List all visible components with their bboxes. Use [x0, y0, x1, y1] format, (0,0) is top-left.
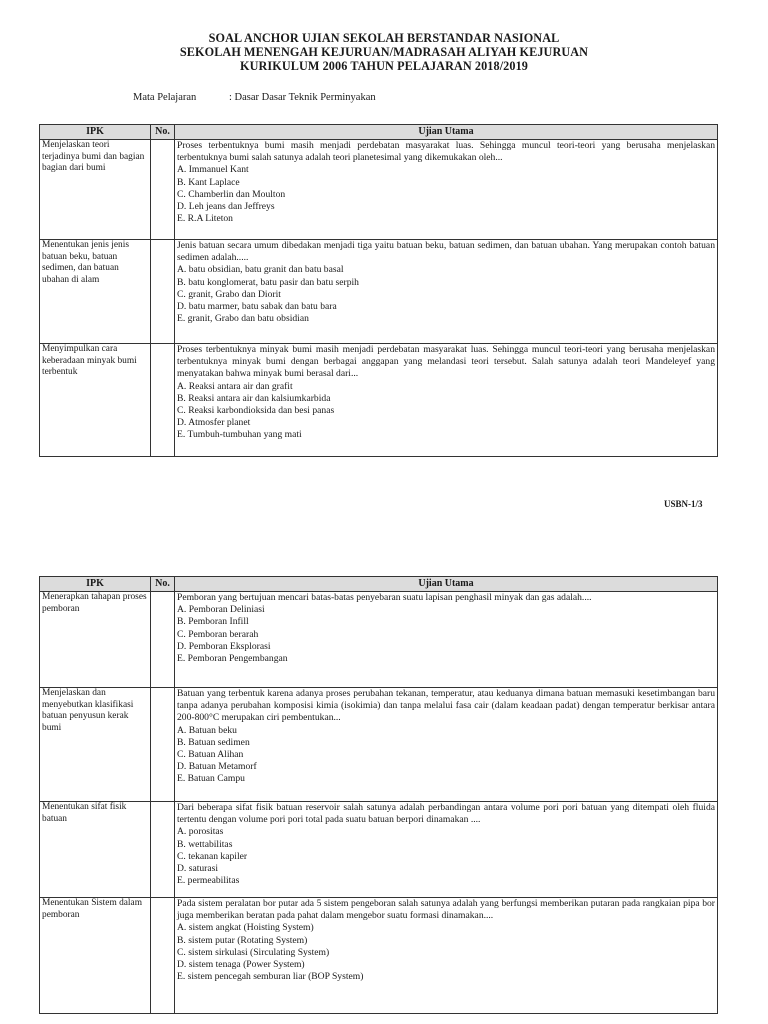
- question-cell: [175, 802, 718, 898]
- number-column-header: No.: [151, 125, 175, 140]
- question-text: Proses terbentuknya minyak bumi masih menjadi perdebatan masyarakat luas. Sehingga muncul teori-teori yang berusaha menjelaskan terbentuknya minyak bumi dengan berbagai anggapan yang melandasi teori tersebut. Salah satunya adalah teori Mandeleyef yang menyatakan bahwa minyak bumi berasal dari...: [177, 344, 715, 380]
- answer-option: A. Immanuel Kant: [177, 164, 249, 176]
- answer-option: E. Tumbuh-tumbuhan yang mati: [177, 429, 302, 441]
- question-text: Jenis batuan secara umum dibedakan menjadi tiga yaitu batuan beku, batuan sedimen, dan batuan ubahan. Yang merupakan contoh batuan sedimen adalah.....: [177, 240, 715, 264]
- answer-option: C. Batuan Alihan: [177, 749, 244, 761]
- question-column-header: Ujian Utama: [175, 577, 718, 592]
- answer-option: A. porositas: [177, 826, 224, 838]
- answer-option: C. Pemboran berarah: [177, 628, 259, 640]
- ipk-cell: Menjelaskan teori terjadinya bumi dan bagian bagian dari bumi: [40, 140, 151, 240]
- number-cell: [151, 240, 175, 344]
- header-title-line-2: SEKOLAH MENENGAH KEJURUAN/MADRASAH ALIYAH KEJURUAN: [179, 45, 589, 59]
- question-row: [40, 240, 718, 344]
- answer-option: C. sistem sirkulasi (Sirculating System): [177, 946, 330, 958]
- question-row: [40, 140, 718, 240]
- subject-value: : Dasar Dasar Teknik Perminyakan: [229, 92, 376, 103]
- ipk-cell: Menentukan sifat fisik batuan: [40, 802, 151, 898]
- ipk-cell: Menentukan jenis jenis batuan beku, batuan sedimen, dan batuan ubahan di alam: [40, 240, 151, 344]
- answer-option: D. Leh jeans dan Jeffreys: [177, 201, 275, 213]
- question-cell: [175, 688, 718, 802]
- number-cell: [151, 592, 175, 688]
- question-text: Proses terbentuknya bumi masih menjadi perdebatan masyarakat luas. Sehingga muncul teori-teori yang berusaha menjelaskan terbentuknya bumi salah satunya adalah teori planetesimal yang dikemukakan oleh...: [177, 140, 715, 164]
- answer-option: D. batu marmer, batu sabak dan batu bara: [177, 301, 337, 313]
- exam-table-page-1: [39, 124, 718, 457]
- answer-option: A. Batuan beku: [177, 724, 237, 736]
- ipk-cell: Menyimpulkan cara keberadaan minyak bumi terbentuk: [40, 344, 151, 457]
- answer-option: B. sistem putar (Rotating System): [177, 934, 308, 946]
- question-column-header: Ujian Utama: [175, 125, 718, 140]
- question-row: [40, 344, 718, 457]
- table-header-row: [40, 577, 718, 592]
- answer-option: B. Kant Laplace: [177, 176, 240, 188]
- question-row: [40, 898, 718, 1014]
- header-title-line-1: SOAL ANCHOR UJIAN SEKOLAH BERSTANDAR NASIONAL: [208, 31, 560, 45]
- question-text: Pada sistem peralatan bor putar ada 5 sistem pengeboran salah satunya adalah yang berfungsi memberikan putaran pada rangkaian pipa bor juga memberikan beratan pada pahat dalam mengebor suatu formasi dinamakan....: [177, 898, 715, 922]
- question-cell: [175, 592, 718, 688]
- answer-option: D. Atmosfer planet: [177, 417, 251, 429]
- answer-option: E. Batuan Campu: [177, 773, 245, 785]
- subject-label: Mata Pelajaran: [133, 92, 197, 103]
- answer-option: E. Pemboran Pengembangan: [177, 653, 288, 665]
- answer-option: B. wettabilitas: [177, 838, 233, 850]
- answer-option: A. Pemboran Deliniasi: [177, 604, 265, 616]
- subject-line: [133, 92, 376, 103]
- ipk-cell: Menerapkan tahapan proses pemboran: [40, 592, 151, 688]
- answer-option: D. Batuan Metamorf: [177, 761, 257, 773]
- answer-option: A. batu obsidian, batu granit dan batu basal: [177, 264, 344, 276]
- answer-option: B. Pemboran Infill: [177, 616, 249, 628]
- answer-option: C. granit, Grabo dan Diorit: [177, 288, 281, 300]
- ipk-cell: Menjelaskan dan menyebutkan klasifikasi batuan penyusun kerak bumi: [40, 688, 151, 802]
- header-title-line-3: KURIKULUM 2006 TAHUN PELAJARAN 2018/2019: [240, 59, 528, 73]
- answer-option: E. granit, Grabo dan batu obsidian: [177, 313, 309, 325]
- exam-table-page-2: [39, 576, 718, 1014]
- document-header: [0, 31, 768, 73]
- question-cell: [175, 240, 718, 344]
- question-text: Batuan yang terbentuk karena adanya proses perubahan tekanan, temperatur, atau keduanya dimana batuan memasuki kesetimbangan baru tanpa adanya perubahan komposisi kimia (isokimia) dan tanpa melalui fasa cair (dalam keadaan padat) dengan temperatur berkisar antara 200-800°C merupakan ciri pembentukan...: [177, 688, 715, 724]
- page-number: USBN-1/3: [664, 499, 703, 509]
- answer-option: D. saturasi: [177, 863, 219, 875]
- ipk-column-header: IPK: [40, 125, 151, 140]
- answer-option: E. R.A Liteton: [177, 213, 233, 225]
- question-text: Dari beberapa sifat fisik batuan reservoir salah satunya adalah perbandingan antara volume pori pori batuan yang ditempati oleh fluida tertentu dengan volume pori pori total pada suatu batuan berpori dinamakan ....: [177, 802, 715, 826]
- answer-option: B. Reaksi antara air dan kalsiumkarbida: [177, 392, 331, 404]
- question-cell: [175, 898, 718, 1014]
- answer-option: C. Chamberlin dan Moulton: [177, 188, 286, 200]
- answer-option: E. sistem pencegah semburan liar (BOP System): [177, 971, 364, 983]
- number-column-header: No.: [151, 577, 175, 592]
- question-cell: [175, 344, 718, 457]
- number-cell: [151, 140, 175, 240]
- number-cell: [151, 898, 175, 1014]
- answer-option: B. Batuan sedimen: [177, 736, 250, 748]
- table-header-row: [40, 125, 718, 140]
- question-row: [40, 592, 718, 688]
- number-cell: [151, 688, 175, 802]
- number-cell: [151, 344, 175, 457]
- answer-option: D. Pemboran Eksplorasi: [177, 640, 271, 652]
- answer-option: D. sistem tenaga (Power System): [177, 959, 305, 971]
- number-cell: [151, 802, 175, 898]
- answer-option: E. permeabilitas: [177, 875, 240, 887]
- question-text: Pemboran yang bertujuan mencari batas-batas penyebaran suatu lapisan penghasil minyak dan gas adalah....: [177, 592, 592, 603]
- answer-option: B. batu konglomerat, batu pasir dan batu serpih: [177, 276, 359, 288]
- answer-option: A. Reaksi antara air dan grafit: [177, 380, 293, 392]
- answer-option: A. sistem angkat (Hoisting System): [177, 922, 314, 934]
- question-row: [40, 688, 718, 802]
- ipk-cell: Menentukan Sistem dalam pemboran: [40, 898, 151, 1014]
- answer-option: C. tekanan kapiler: [177, 850, 248, 862]
- question-cell: [175, 140, 718, 240]
- ipk-column-header: IPK: [40, 577, 151, 592]
- question-row: [40, 802, 718, 898]
- answer-option: C. Reaksi karbondioksida dan besi panas: [177, 405, 335, 417]
